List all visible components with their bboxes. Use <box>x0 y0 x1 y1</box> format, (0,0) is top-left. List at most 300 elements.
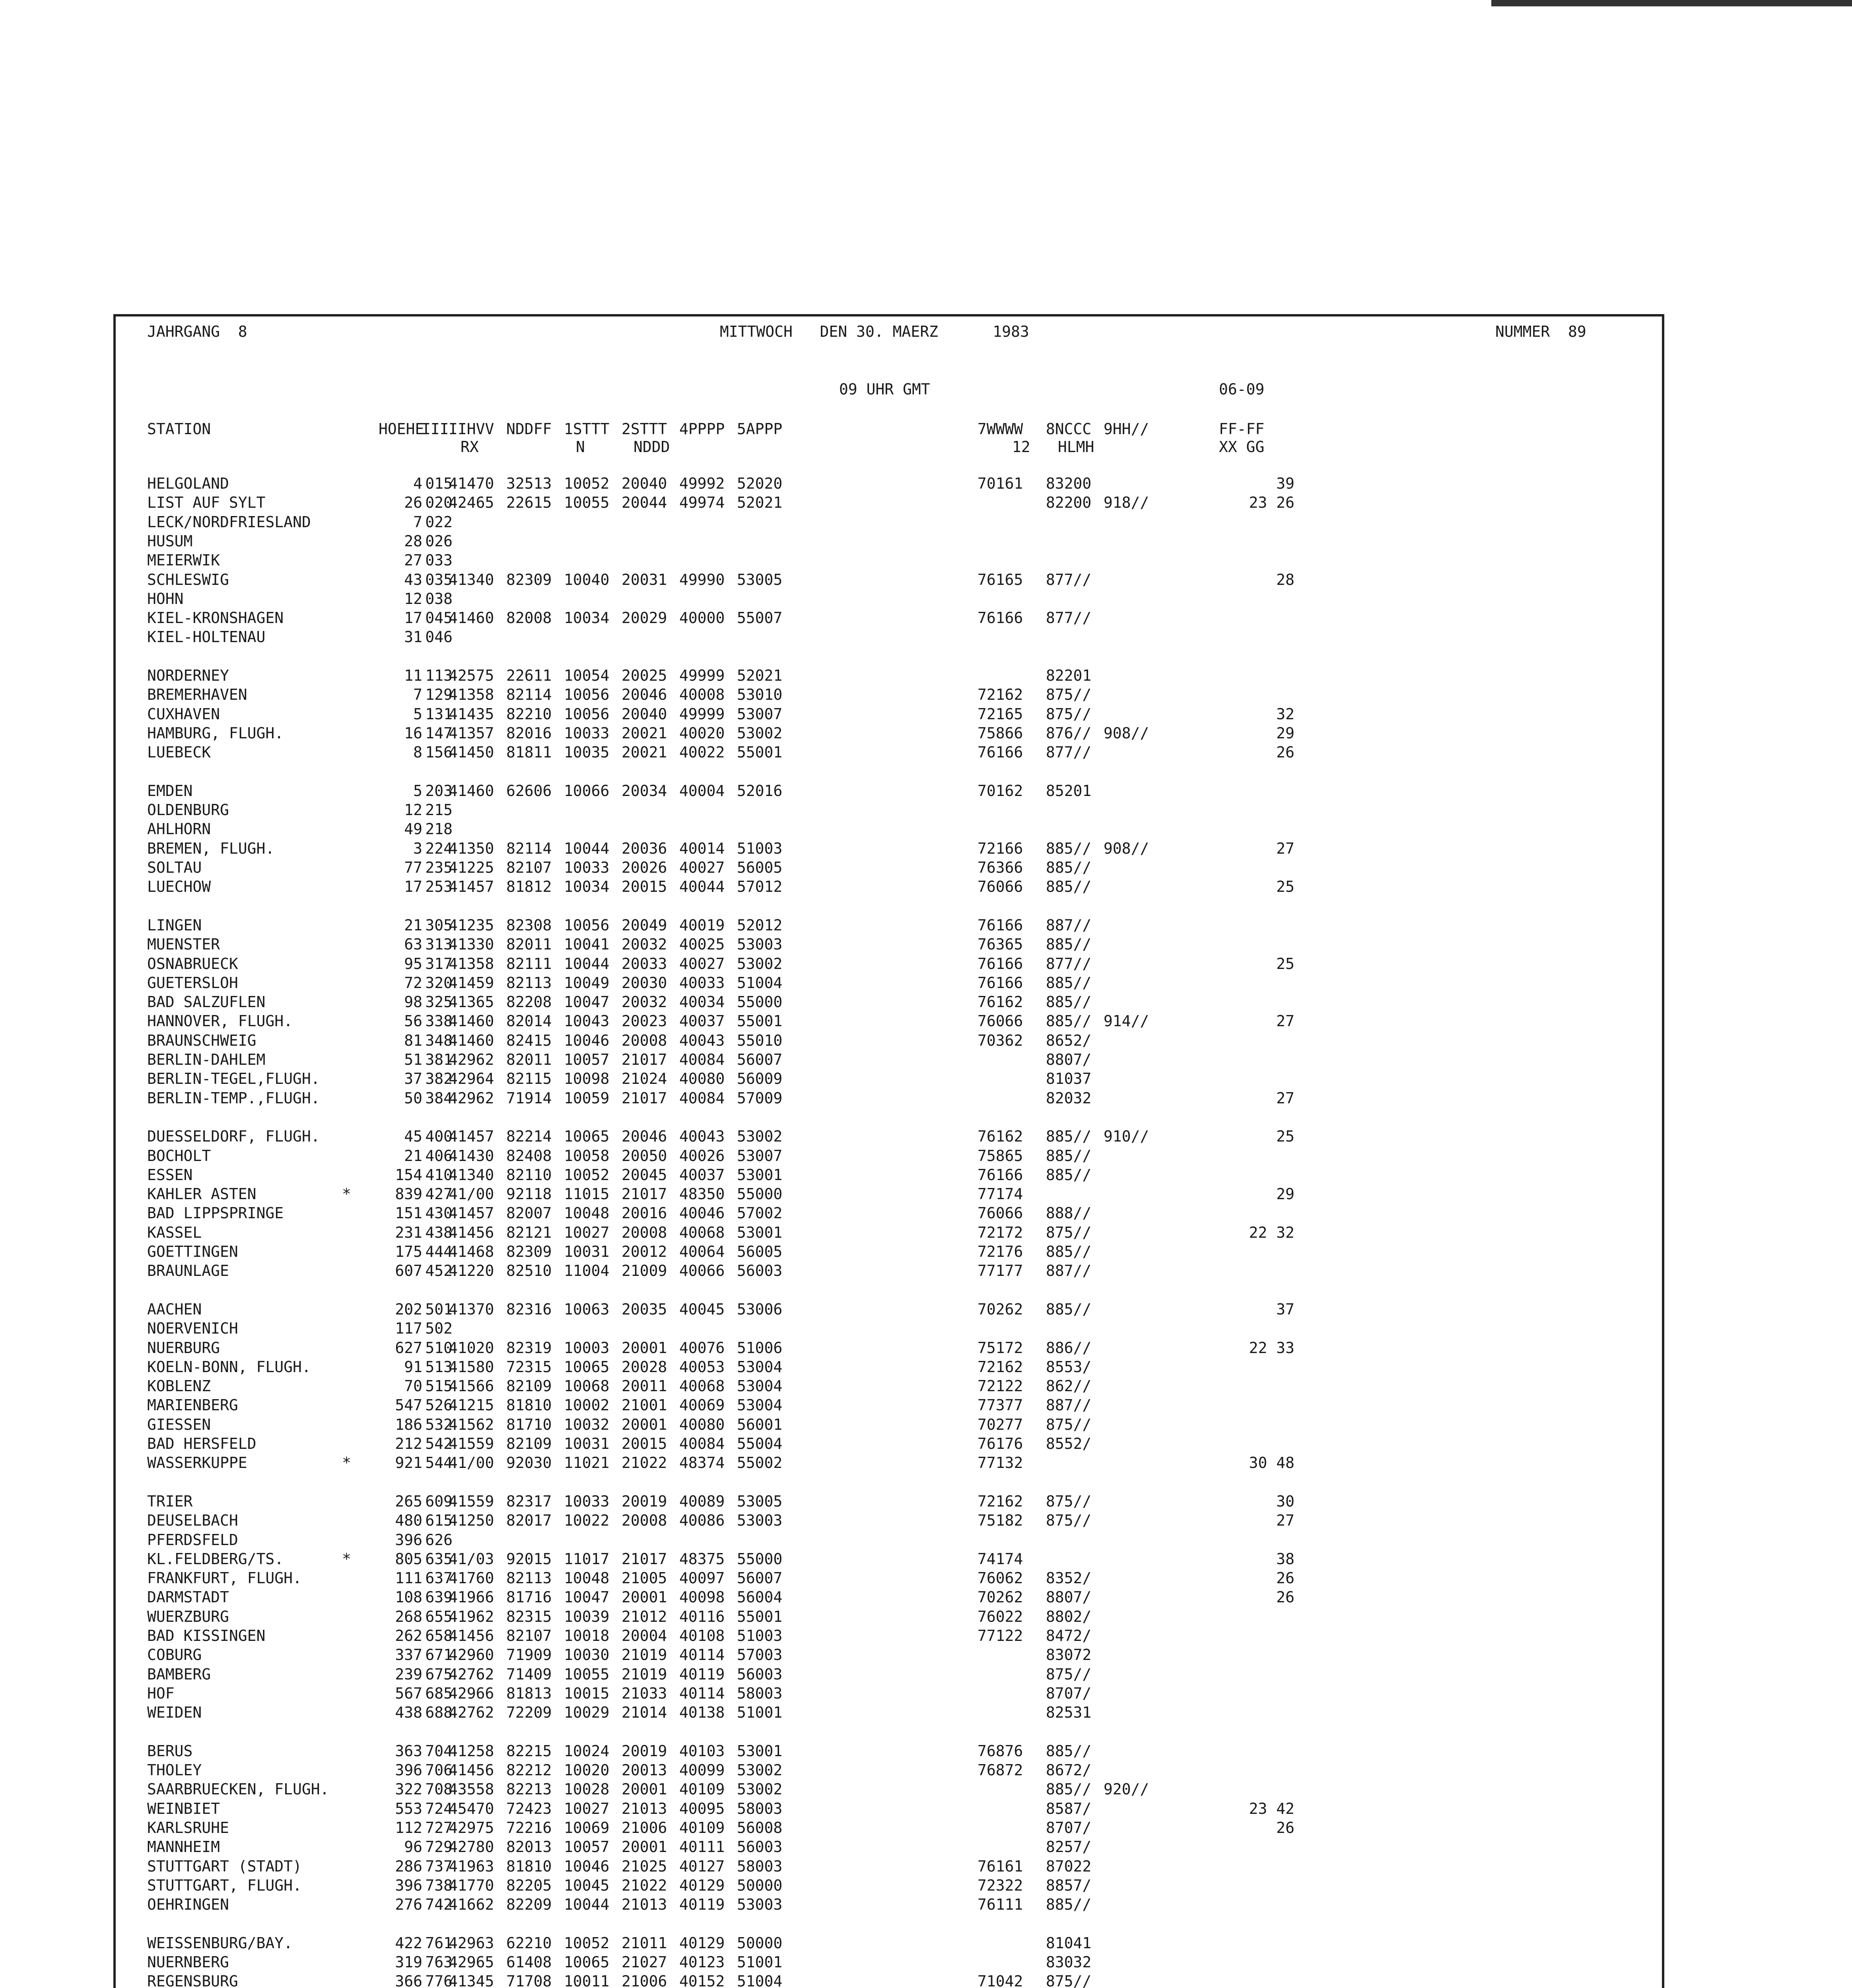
table-row <box>147 532 1340 551</box>
cell-p5: 51001 <box>737 1704 783 1722</box>
cell-ff: 27 <box>1276 1012 1294 1030</box>
cell-station: WEINBIET <box>147 1800 220 1817</box>
cell-w7: 72166 <box>977 839 1023 857</box>
cell-hoehe: 607 <box>395 1262 422 1280</box>
cell-hoehe: 49 <box>404 820 422 838</box>
cell-hoehe: 21 <box>404 1147 422 1165</box>
cell-p5: 56009 <box>737 1070 783 1088</box>
cell-s2: 21033 <box>622 1684 667 1702</box>
cell-iii: 305 <box>425 916 453 934</box>
cell-iihvv: 42966 <box>449 1684 494 1702</box>
cell-hoehe: 422 <box>395 1934 422 1952</box>
cell-station: KARLSRUHE <box>147 1819 229 1837</box>
cell-n8: 885// <box>1046 878 1092 896</box>
cell-nddff: 61408 <box>506 1953 552 1971</box>
cell-star: * <box>342 1185 351 1203</box>
table-row <box>147 1895 1340 1914</box>
cell-p4: 40069 <box>679 1396 725 1414</box>
table-row <box>147 1319 1340 1338</box>
cell-nddff: 82315 <box>506 1607 552 1625</box>
cell-s2: 20050 <box>622 1147 667 1165</box>
cell-ff: 27 <box>1276 1089 1294 1107</box>
col-9hh: 9HH// <box>1104 420 1149 438</box>
cell-p5: 55007 <box>737 609 783 627</box>
cell-station: BERLIN-TEGEL,FLUGH. <box>147 1070 320 1088</box>
cell-iii: 203 <box>425 782 453 800</box>
cell-iii: 026 <box>425 532 453 550</box>
cell-station: BRAUNSCHWEIG <box>147 1031 257 1049</box>
cell-iii: 400 <box>425 1128 453 1145</box>
table-row <box>147 1780 1340 1799</box>
cell-n8: 887// <box>1046 1262 1092 1280</box>
cell-station: BAD KISSINGEN <box>147 1627 266 1644</box>
cell-p5: 56004 <box>737 1588 783 1606</box>
cell-w7: 76366 <box>977 859 1023 876</box>
cell-p4: 40111 <box>679 1838 725 1856</box>
cell-s2: 20034 <box>622 782 667 800</box>
cell-p5: 53001 <box>737 1742 783 1760</box>
cell-nddff: 72209 <box>506 1704 552 1722</box>
table-row <box>147 1972 1340 1988</box>
cell-iii: 727 <box>425 1819 453 1837</box>
cell-station: SCHLESWIG <box>147 571 229 588</box>
observation-range: 06-09 <box>1219 381 1265 398</box>
cell-hoehe: 921 <box>395 1454 422 1472</box>
cell-nddff: 82316 <box>506 1300 552 1318</box>
cell-iihvv: 41435 <box>449 705 494 723</box>
cell-hoehe: 262 <box>395 1627 422 1644</box>
cell-nddff: 32513 <box>506 475 552 492</box>
cell-p5: 56005 <box>737 859 783 876</box>
cell-s2: 21017 <box>622 1051 667 1068</box>
cell-p5: 52016 <box>737 782 783 800</box>
cell-s2: 21005 <box>622 1569 667 1587</box>
cell-p5: 50000 <box>737 1934 783 1952</box>
cell-p4: 40114 <box>679 1684 725 1702</box>
cell-station: TRIER <box>147 1492 193 1510</box>
cell-nddff: 72423 <box>506 1800 552 1817</box>
cell-iii: 532 <box>425 1415 453 1433</box>
cell-hoehe: 151 <box>395 1204 422 1222</box>
cell-station: FRANKFURT, FLUGH. <box>147 1569 302 1587</box>
cell-iihvv: 42575 <box>449 667 494 684</box>
cell-nddff: 82408 <box>506 1147 552 1165</box>
cell-nddff: 82014 <box>506 1012 552 1030</box>
cell-station: DARMSTADT <box>147 1588 229 1606</box>
col-station: STATION <box>147 420 211 438</box>
cell-iii: 338 <box>425 1012 453 1030</box>
cell-iihvv: 41250 <box>449 1512 494 1530</box>
cell-station: HELGOLAND <box>147 475 229 492</box>
cell-w7: 76161 <box>977 1857 1023 1875</box>
cell-hoehe: 480 <box>395 1512 422 1530</box>
cell-n8: 8672/ <box>1046 1761 1092 1779</box>
cell-s1: 10098 <box>564 1070 610 1088</box>
cell-ff: 29 <box>1276 1185 1294 1203</box>
cell-w7: 75182 <box>977 1512 1023 1530</box>
cell-p5: 55001 <box>737 744 783 761</box>
cell-n8: 8552/ <box>1046 1435 1092 1452</box>
cell-s2: 20001 <box>622 1780 667 1798</box>
cell-hoehe: 265 <box>395 1492 422 1510</box>
cell-s2: 20016 <box>622 1204 667 1222</box>
cell-p4: 40037 <box>679 1012 725 1030</box>
cell-station: NUERNBERG <box>147 1953 229 1971</box>
cell-iihvv: 41470 <box>449 475 494 492</box>
cell-nddff: 82113 <box>506 974 552 992</box>
cell-nddff: 82212 <box>506 1761 552 1779</box>
cell-station: BAD HERSFELD <box>147 1435 257 1452</box>
table-row <box>147 1799 1340 1818</box>
cell-ff: 22 33 <box>1249 1339 1294 1357</box>
cell-ff: 23 42 <box>1249 1800 1294 1817</box>
cell-s1: 10027 <box>564 1223 610 1241</box>
cell-nddff: 82210 <box>506 705 552 723</box>
cell-s1: 10057 <box>564 1051 610 1068</box>
cell-n8: 8857/ <box>1046 1876 1092 1894</box>
cell-n8: 885// <box>1046 839 1092 857</box>
cell-station: COBURG <box>147 1646 202 1664</box>
cell-p5: 51004 <box>737 974 783 992</box>
cell-nddff: 81710 <box>506 1415 552 1433</box>
cell-iii: 655 <box>425 1607 453 1625</box>
cell-p4: 40046 <box>679 1204 725 1222</box>
cell-hoehe: 12 <box>404 801 422 819</box>
cell-s1: 10045 <box>564 1876 610 1894</box>
cell-iihvv: 41345 <box>449 1972 494 1988</box>
cell-n8: 885// <box>1046 1012 1092 1030</box>
cell-s1: 10055 <box>564 494 610 512</box>
cell-iihvv: 41430 <box>449 1147 494 1165</box>
cell-iihvv: 41215 <box>449 1396 494 1414</box>
table-row <box>147 1434 1340 1453</box>
cell-station: DUESSELDORF, FLUGH. <box>147 1128 320 1145</box>
table-row <box>147 589 1340 608</box>
cell-hoehe: 45 <box>404 1128 422 1145</box>
cell-s2: 21024 <box>622 1070 667 1088</box>
cell-n8: 877// <box>1046 744 1092 761</box>
cell-h9: 910// <box>1104 1128 1149 1145</box>
cell-s2: 20032 <box>622 936 667 953</box>
cell-station: ESSEN <box>147 1166 193 1184</box>
table-row <box>147 1665 1340 1684</box>
cell-s2: 20033 <box>622 955 667 973</box>
table-row <box>147 1837 1340 1856</box>
cell-n8: 885// <box>1046 1896 1092 1914</box>
col-2sttt: 2STTT <box>622 420 667 438</box>
cell-iihvv: 41457 <box>449 1204 494 1222</box>
cell-s1: 10057 <box>564 1838 610 1856</box>
cell-s1: 10056 <box>564 916 610 934</box>
cell-station: MUENSTER <box>147 936 220 953</box>
cell-nddff: 82115 <box>506 1070 552 1088</box>
cell-hoehe: 16 <box>404 724 422 742</box>
cell-p5: 56001 <box>737 1415 783 1433</box>
cell-w7: 70262 <box>977 1588 1023 1606</box>
table-row <box>147 935 1340 954</box>
cell-p4: 48375 <box>679 1550 725 1568</box>
cell-iihvv: 41020 <box>449 1339 494 1357</box>
cell-hoehe: 31 <box>404 628 422 646</box>
cell-iii: 639 <box>425 1588 453 1606</box>
cell-w7: 70277 <box>977 1415 1023 1433</box>
table-row <box>147 1684 1340 1703</box>
cell-s1: 10048 <box>564 1569 610 1587</box>
cell-station: KAHLER ASTEN <box>147 1185 257 1203</box>
cell-station: BREMERHAVEN <box>147 686 247 704</box>
cell-hoehe: 111 <box>395 1569 422 1587</box>
cell-iii: 022 <box>425 513 453 531</box>
cell-nddff: 82011 <box>506 936 552 953</box>
cell-s1: 10049 <box>564 974 610 992</box>
cell-n8: 82201 <box>1046 667 1092 684</box>
table-row <box>147 724 1340 743</box>
cell-iihvv: 41460 <box>449 609 494 627</box>
cell-iii: 671 <box>425 1646 453 1664</box>
cell-s2: 21013 <box>622 1800 667 1817</box>
cell-p4: 40034 <box>679 993 725 1011</box>
cell-s2: 20011 <box>622 1377 667 1395</box>
table-row <box>147 839 1340 858</box>
cell-station: GUETERSLOH <box>147 974 238 992</box>
cell-hoehe: 627 <box>395 1339 422 1357</box>
cell-n8: 8707/ <box>1046 1684 1092 1702</box>
table-row <box>147 666 1340 685</box>
cell-s2: 20008 <box>622 1031 667 1049</box>
cell-station: OEHRINGEN <box>147 1896 229 1914</box>
cell-s1: 10066 <box>564 782 610 800</box>
cell-ff: 26 <box>1276 1819 1294 1837</box>
cell-station: HAMBURG, FLUGH. <box>147 724 284 742</box>
cell-p5: 53003 <box>737 1896 783 1914</box>
cell-hoehe: 286 <box>395 1857 422 1875</box>
cell-s1: 10011 <box>564 1972 610 1988</box>
cell-nddff: 82415 <box>506 1031 552 1049</box>
cell-p5: 52021 <box>737 667 783 684</box>
table-row <box>147 1261 1340 1280</box>
cell-ff: 29 <box>1276 724 1294 742</box>
cell-ff: 26 <box>1276 1588 1294 1606</box>
cell-p5: 55002 <box>737 1454 783 1472</box>
cell-iii: 658 <box>425 1627 453 1644</box>
cell-n8: 862// <box>1046 1377 1092 1395</box>
table-row <box>147 513 1340 532</box>
cell-p4: 49990 <box>679 571 725 588</box>
cell-n8: 875// <box>1046 1415 1092 1433</box>
cell-p4: 40152 <box>679 1972 725 1988</box>
cell-iii: 742 <box>425 1896 453 1914</box>
cell-nddff: 71409 <box>506 1665 552 1683</box>
cell-n8: 886// <box>1046 1339 1092 1357</box>
cell-ff: 30 48 <box>1249 1454 1294 1472</box>
cell-hoehe: 438 <box>395 1704 422 1722</box>
cell-p4: 40068 <box>679 1377 725 1395</box>
volume-label: JAHRGANG 8 <box>147 323 247 340</box>
cell-nddff: 82208 <box>506 993 552 1011</box>
cell-station: LUEBECK <box>147 744 211 761</box>
cell-s2: 20021 <box>622 744 667 761</box>
cell-hoehe: 11 <box>404 667 422 684</box>
table-row <box>147 1184 1340 1204</box>
cell-p4: 49992 <box>679 475 725 492</box>
cell-p4: 49999 <box>679 705 725 723</box>
cell-iii: 704 <box>425 1742 453 1760</box>
cell-station: MARIENBERG <box>147 1396 238 1414</box>
cell-p4: 40076 <box>679 1339 725 1357</box>
cell-p4: 40084 <box>679 1089 725 1107</box>
cell-nddff: 22611 <box>506 667 552 684</box>
cell-p5: 53001 <box>737 1223 783 1241</box>
cell-hoehe: 3 <box>413 839 422 857</box>
cell-s1: 10044 <box>564 1896 610 1914</box>
cell-n8: 876// <box>1046 724 1092 742</box>
cell-w7: 71042 <box>977 1972 1023 1988</box>
cell-iihvv: 45470 <box>449 1800 494 1817</box>
cell-p4: 40044 <box>679 878 725 896</box>
cell-n8: 83032 <box>1046 1953 1092 1971</box>
cell-station: AHLHORN <box>147 820 211 838</box>
cell-iii: 020 <box>425 494 453 512</box>
cell-s1: 11017 <box>564 1550 610 1568</box>
cell-nddff: 72216 <box>506 1819 552 1837</box>
cell-station: BRAUNLAGE <box>147 1262 229 1280</box>
cell-p4: 40025 <box>679 936 725 953</box>
cell-n8: 875// <box>1046 1223 1092 1241</box>
cell-hoehe: 112 <box>395 1819 422 1837</box>
cell-w7: 76166 <box>977 955 1023 973</box>
cell-iii: 708 <box>425 1780 453 1798</box>
cell-station: WEISSENBURG/BAY. <box>147 1934 293 1952</box>
table-row <box>147 1953 1340 1972</box>
cell-s1: 10043 <box>564 1012 610 1030</box>
cell-station: SAARBRUECKEN, FLUGH. <box>147 1780 329 1798</box>
table-row <box>147 1069 1340 1088</box>
cell-s1: 10029 <box>564 1704 610 1722</box>
cell-p4: 40116 <box>679 1607 725 1625</box>
cell-iii: 156 <box>425 744 453 761</box>
cell-w7: 70362 <box>977 1031 1023 1049</box>
cell-s1: 10052 <box>564 1166 610 1184</box>
cell-p4: 40080 <box>679 1070 725 1088</box>
cell-hoehe: 567 <box>395 1684 422 1702</box>
cell-station: DEUSELBACH <box>147 1512 238 1530</box>
cell-nddff: 82309 <box>506 1243 552 1260</box>
cell-hoehe: 37 <box>404 1070 422 1088</box>
cell-p4: 40097 <box>679 1569 725 1587</box>
cell-star: * <box>342 1454 351 1472</box>
cell-n8: 875// <box>1046 705 1092 723</box>
cell-hoehe: 50 <box>404 1089 422 1107</box>
cell-iihvv: 41966 <box>449 1588 494 1606</box>
cell-hoehe: 553 <box>395 1800 422 1817</box>
cell-p5: 55000 <box>737 1550 783 1568</box>
table-row <box>147 1415 1340 1434</box>
cell-p5: 53003 <box>737 1512 783 1530</box>
cell-p4: 40119 <box>679 1896 725 1914</box>
cell-n8: 82531 <box>1046 1704 1092 1722</box>
cell-s1: 10054 <box>564 667 610 684</box>
cell-iihvv: 41457 <box>449 878 494 896</box>
cell-nddff: 82121 <box>506 1223 552 1241</box>
cell-s2: 20021 <box>622 724 667 742</box>
cell-n8: 82200 <box>1046 494 1092 512</box>
cell-iihvv: 41/00 <box>449 1185 494 1203</box>
cell-nddff: 82016 <box>506 724 552 742</box>
cell-n8: 8802/ <box>1046 1607 1092 1625</box>
cell-ff: 27 <box>1276 1512 1294 1530</box>
cell-n8: 8707/ <box>1046 1819 1092 1837</box>
cell-station: LUECHOW <box>147 878 211 896</box>
cell-n8: 8652/ <box>1046 1031 1092 1049</box>
table-row <box>147 1242 1340 1261</box>
cell-nddff: 71914 <box>506 1089 552 1107</box>
cell-hoehe: 5 <box>413 782 422 800</box>
cell-w7: 72162 <box>977 1358 1023 1376</box>
cell-s2: 20029 <box>622 609 667 627</box>
cell-iii: 035 <box>425 571 453 588</box>
cell-nddff: 82017 <box>506 1512 552 1530</box>
cell-station: WUERZBURG <box>147 1607 229 1625</box>
cell-ff: 39 <box>1276 475 1294 492</box>
cell-hoehe: 28 <box>404 532 422 550</box>
cell-iii: 761 <box>425 1934 453 1952</box>
cell-w7: 72322 <box>977 1876 1023 1894</box>
cell-hoehe: 322 <box>395 1780 422 1798</box>
cell-s2: 20026 <box>622 859 667 876</box>
cell-n8: 8807/ <box>1046 1051 1092 1068</box>
cell-iii: 626 <box>425 1531 453 1549</box>
cell-iihvv: 41770 <box>449 1876 494 1894</box>
cell-s1: 10058 <box>564 1147 610 1165</box>
cell-w7: 76165 <box>977 571 1023 588</box>
table-row <box>147 1607 1340 1626</box>
cell-iii: 544 <box>425 1454 453 1472</box>
cell-station: HANNOVER, FLUGH. <box>147 1012 293 1030</box>
table-row <box>147 474 1340 493</box>
cell-p5: 57012 <box>737 878 783 896</box>
cell-s2: 20030 <box>622 974 667 992</box>
cell-s1: 10056 <box>564 705 610 723</box>
cell-iii: 609 <box>425 1492 453 1510</box>
cell-n8: 85201 <box>1046 782 1092 800</box>
cell-p4: 48374 <box>679 1454 725 1472</box>
table-row <box>147 1376 1340 1396</box>
table-row <box>147 1223 1340 1242</box>
cell-nddff: 82110 <box>506 1166 552 1184</box>
cell-iihvv: 42962 <box>449 1051 494 1068</box>
cell-p5: 53005 <box>737 1492 783 1510</box>
cell-p4: 40123 <box>679 1953 725 1971</box>
cell-s1: 10044 <box>564 955 610 973</box>
cell-nddff: 81813 <box>506 1684 552 1702</box>
cell-s2: 20045 <box>622 1166 667 1184</box>
cell-s1: 10015 <box>564 1684 610 1702</box>
cell-iii: 763 <box>425 1953 453 1971</box>
cell-iii: 724 <box>425 1800 453 1817</box>
cell-n8: 8352/ <box>1046 1569 1092 1587</box>
cell-iihvv: 41459 <box>449 974 494 992</box>
cell-p5: 55004 <box>737 1435 783 1452</box>
cell-station: STUTTGART (STADT) <box>147 1857 302 1875</box>
table-row <box>147 1934 1340 1953</box>
table-row <box>147 1089 1340 1108</box>
table-row <box>147 954 1340 973</box>
cell-s2: 20046 <box>622 1128 667 1145</box>
cell-iihvv: 41220 <box>449 1262 494 1280</box>
cell-iii: 038 <box>425 590 453 608</box>
cell-n8: 885// <box>1046 974 1092 992</box>
cell-ff: 25 <box>1276 955 1294 973</box>
